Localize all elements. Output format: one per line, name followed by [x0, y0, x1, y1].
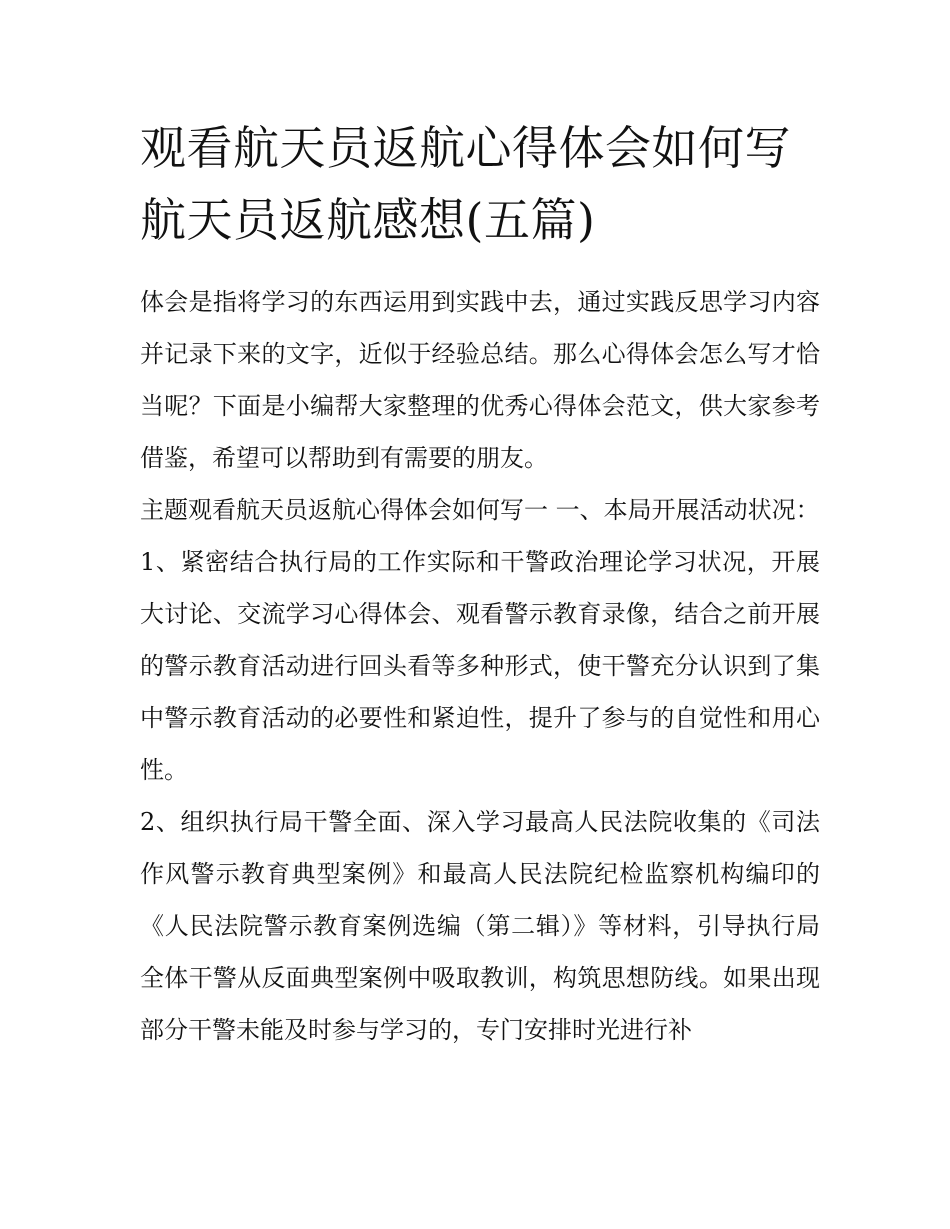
paragraph-item-2: 2、组织执行局干警全面、深入学习最高人民法院收集的《司法作风警示教育典型案例》和最高人民法院纪检监察机构编印的《人民法院警示教育案例选编（第二辑）》等材料，引导执行局全体干警从反面典型案例中吸取教训，构筑思想防线。如果出现部分干警未能及时参与学习的，专门安排时光进行补	[140, 808, 820, 1044]
paragraph-topic-heading: 主题观看航天员返航心得体会如何写一 一、本局开展活动状况：	[140, 496, 820, 524]
paragraph-item-1: 1、紧密结合执行局的工作实际和干警政治理论学习状况，开展大讨论、交流学习心得体会、观看警示教育录像，结合之前开展的警示教育活动进行回头看等多种形式，使干警充分认识到了集中警示教育活动的必要性和紧迫性，提升了参与的自觉性和用心性。	[140, 548, 820, 784]
document-body	[140, 112, 820, 1056]
document-title: 观看航天员返航心得体会如何写 航天员返航感想(五篇)	[140, 121, 791, 247]
paragraph-intro: 体会是指将学习的东西运用到实践中去，通过实践反思学习内容并记录下来的文字，近似于经验总结。那么心得体会怎么写才恰当呢？下面是小编帮大家整理的优秀心得体会范文，供大家参考借鉴，希望可以帮助到有需要的朋友。	[140, 288, 820, 472]
